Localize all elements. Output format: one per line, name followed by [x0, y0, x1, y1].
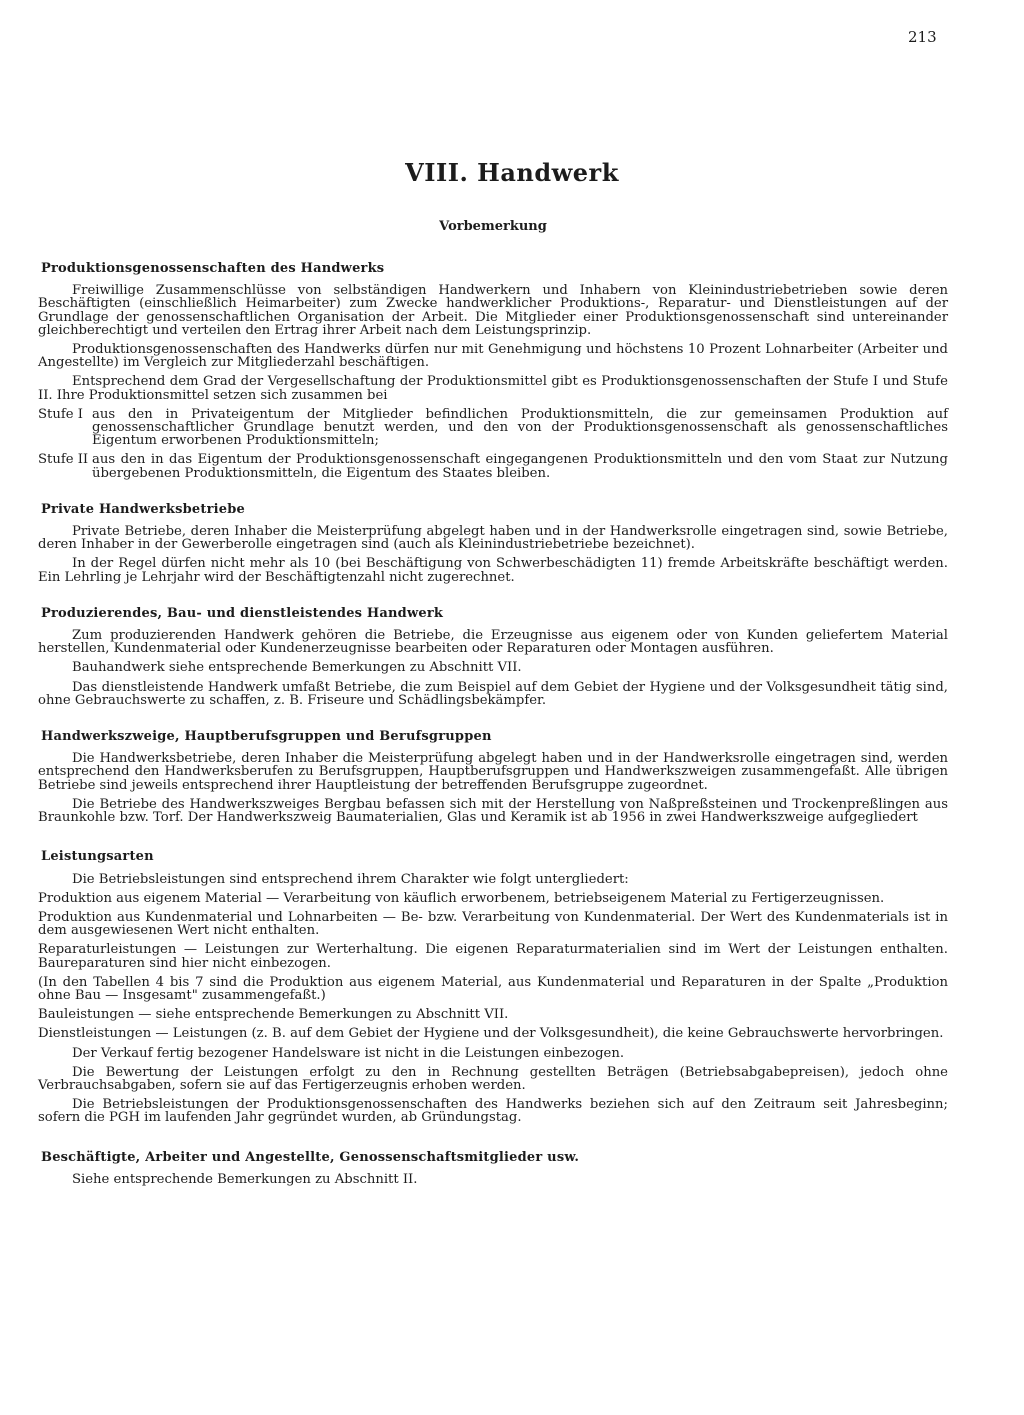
- stufe-text: aus den in das Eigentum der Produktionsgenossenschaft eingegangenen Produktionsmitteln und den vom Staat zur Nutzung übergebenen Produktionsmitteln, die Eigentum des Staates bleiben.: [92, 452, 948, 481]
- paragraph: Siehe entsprechende Bemerkungen zu Abschnitt II.: [72, 1171, 418, 1187]
- section-heading-leistungsarten: Leistungsarten: [41, 849, 154, 865]
- section-heading-produktionsgenossenschaften: Produktionsgenossenschaften des Handwerks: [41, 261, 385, 276]
- page-number: 213: [908, 28, 937, 46]
- paragraph: Die Bewertung der Leistungen erfolgt zu den in Rechnung gestellten Beträgen (Betriebsabgabepreisen), jedoch ohne Verbrauchsabgaben, sofern sie auf das Fertigerzeugnis erhoben werden.: [38, 1064, 948, 1093]
- section-heading-handwerkszweige: Handwerkszweige, Hauptberufsgruppen und Berufsgruppen: [41, 729, 492, 745]
- paragraph: Entsprechend dem Grad der Vergesellschaftung der Produktionsmittel gibt es Produktionsgenossenschaften der Stufe I und Stufe II. Ihre Produktionsmittel setzen sich zusammen bei: [38, 374, 948, 403]
- section-heading-produzierendes-handwerk: Produzierendes, Bau- und dienstleistendes Handwerk: [41, 605, 444, 621]
- paragraph: Das dienstleistende Handwerk umfaßt Betriebe, die zum Beispiel auf dem Gebiet der Hygiene und der Volksgesundheit tätig sind, ohne Gebrauchswerte zu schaffen, z. B. Friseure und Schädlingsbekämpfer.: [38, 679, 948, 708]
- paragraph: Private Betriebe, deren Inhaber die Meisterprüfung abgelegt haben und in der Handwerksrolle eingetragen sind, sowie Betriebe, deren Inhaber in der Gewerberolle eingetragen sind (auch als Kleinindustriebetriebe bezeichnet).: [38, 524, 948, 553]
- paragraph: Produktionsgenossenschaften des Handwerks dürfen nur mit Genehmigung und höchstens 10 Prozent Lohnarbeiter (Arbeiter und Angestellte) im Vergleich zur Mitgliederzahl beschäftigen.: [38, 342, 948, 371]
- stufe-entry: [38, 453, 948, 479]
- document-body: [38, 262, 948, 1192]
- section-heading-beschaeftigte: Beschäftigte, Arbeiter und Angestellte, Genossenschaftsmitglieder usw.: [41, 1149, 580, 1165]
- stufe-label: Stufe I: [38, 406, 83, 422]
- paragraph: Dienstleistungen — Leistungen (z. B. auf dem Gebiet der Hygiene und der Volksgesundheit), die keine Gebrauchswerte hervorbringen.: [38, 1026, 944, 1042]
- paragraph: Die Betriebsleistungen der Produktionsgenossenschaften des Handwerks beziehen sich auf den Zeitraum seit Jahresbeginn; sofern die PGH im laufenden Jahr gegründet wurden, ab Gründungstag.: [38, 1097, 948, 1126]
- paragraph: In der Regel dürfen nicht mehr als 10 (bei Beschäftigung von Schwerbeschädigten 11) fremde Arbeitskräfte beschäftigt werden. Ein Lehrling je Lehrjahr wird der Beschäftigtenzahl nicht zugerechnet.: [38, 556, 948, 585]
- paragraph: Bauhandwerk siehe entsprechende Bemerkungen zu Abschnitt VII.: [72, 660, 522, 676]
- paragraph: Die Handwerksbetriebe, deren Inhaber die Meisterprüfung abgelegt haben und in der Handwerksrolle eingetragen sind, werden entsprechend den Handwerksberufen zu Berufsgruppen, Hauptberufsgruppen und Handwerkszweigen zusammengefaßt. Alle übrigen Betriebe sind jeweils entsprechend ihrer Hauptleistung der betreffenden Berufsgruppe zugeordnet.: [38, 751, 948, 793]
- stufe-entry: [38, 408, 948, 448]
- stufe-label: Stufe II: [38, 452, 89, 468]
- paragraph: Die Betriebsleistungen sind entsprechend ihrem Charakter wie folgt untergliedert:: [72, 871, 629, 887]
- paragraph: (In den Tabellen 4 bis 7 sind die Produktion aus eigenem Material, aus Kundenmaterial und Reparaturen in der Spalte „Produktion ohne Bau — Insgesamt" zusammengefaßt.): [38, 974, 948, 1003]
- paragraph: Bauleistungen — siehe entsprechende Bemerkungen zu Abschnitt VII.: [38, 1007, 509, 1023]
- paragraph: Freiwillige Zusammenschlüsse von selbständigen Handwerkern und Inhabern von Kleinindustriebetrieben sowie deren Beschäftigten (einschließlich Heimarbeiter) zum Zwecke handwerklicher Produktions-, Reparatur- und Dienstleistungen auf der Grundlage der genossenschaftlichen Organisation der Arbeit. Die Mitglieder einer Produktionsgenossenschaft sind untereinander gleichberechtigt und verteilen den Ertrag ihrer Arbeit nach dem Leistungsprinzip.: [38, 283, 948, 338]
- paragraph: Die Betriebe des Handwerkszweiges Bergbau befassen sich mit der Herstellung von Naßpreßsteinen und Trockenpreßlingen aus Braunkohle bzw. Torf. Der Handwerkszweig Baumaterialien, Glas und Keramik ist ab 1956 in zwei Handwerkszweige aufgegliedert: [38, 796, 948, 826]
- stufe-text: aus den in Privateigentum der Mitglieder befindlichen Produktionsmitteln, die zur gemeinsamen Produktion auf genossenschaftlicher Grundlage benutzt werden, und den von der Produktionsgenossenschaft als genossenschaftliches Eigentum erworbenen Produktionsmitteln;: [92, 406, 948, 449]
- section-heading-private-handwerksbetriebe: Private Handwerksbetriebe: [41, 501, 246, 517]
- paragraph: Produktion aus Kundenmaterial und Lohnarbeiten — Be- bzw. Verarbeitung von Kundenmaterial. Der Wert des Kundenmaterials ist in dem ausgewiesenen Wert nicht enthalten.: [38, 909, 948, 939]
- preliminary-remark-heading: Vorbemerkung: [439, 219, 547, 234]
- paragraph: Zum produzierenden Handwerk gehören die Betriebe, die Erzeugnisse aus eigenem oder von Kunden geliefertem Material herstellen, Kundenmaterial oder Kundenerzeugnisse bearbeiten oder Reparaturen oder Montagen ausführen.: [38, 628, 948, 657]
- paragraph: Reparaturleistungen — Leistungen zur Werterhaltung. Die eigenen Reparaturmaterialien sind im Wert der Leistungen enthalten. Baureparaturen sind hier nicht einbezogen.: [38, 942, 948, 971]
- paragraph: Produktion aus eigenem Material — Verarbeitung von käuflich erworbenem, betriebseigenem Material zu Fertigerzeugnissen.: [38, 890, 885, 906]
- chapter-title: VIII. Handwerk: [405, 158, 619, 187]
- paragraph: Der Verkauf fertig bezogener Handelsware ist nicht in die Leistungen einbezogen.: [72, 1045, 625, 1061]
